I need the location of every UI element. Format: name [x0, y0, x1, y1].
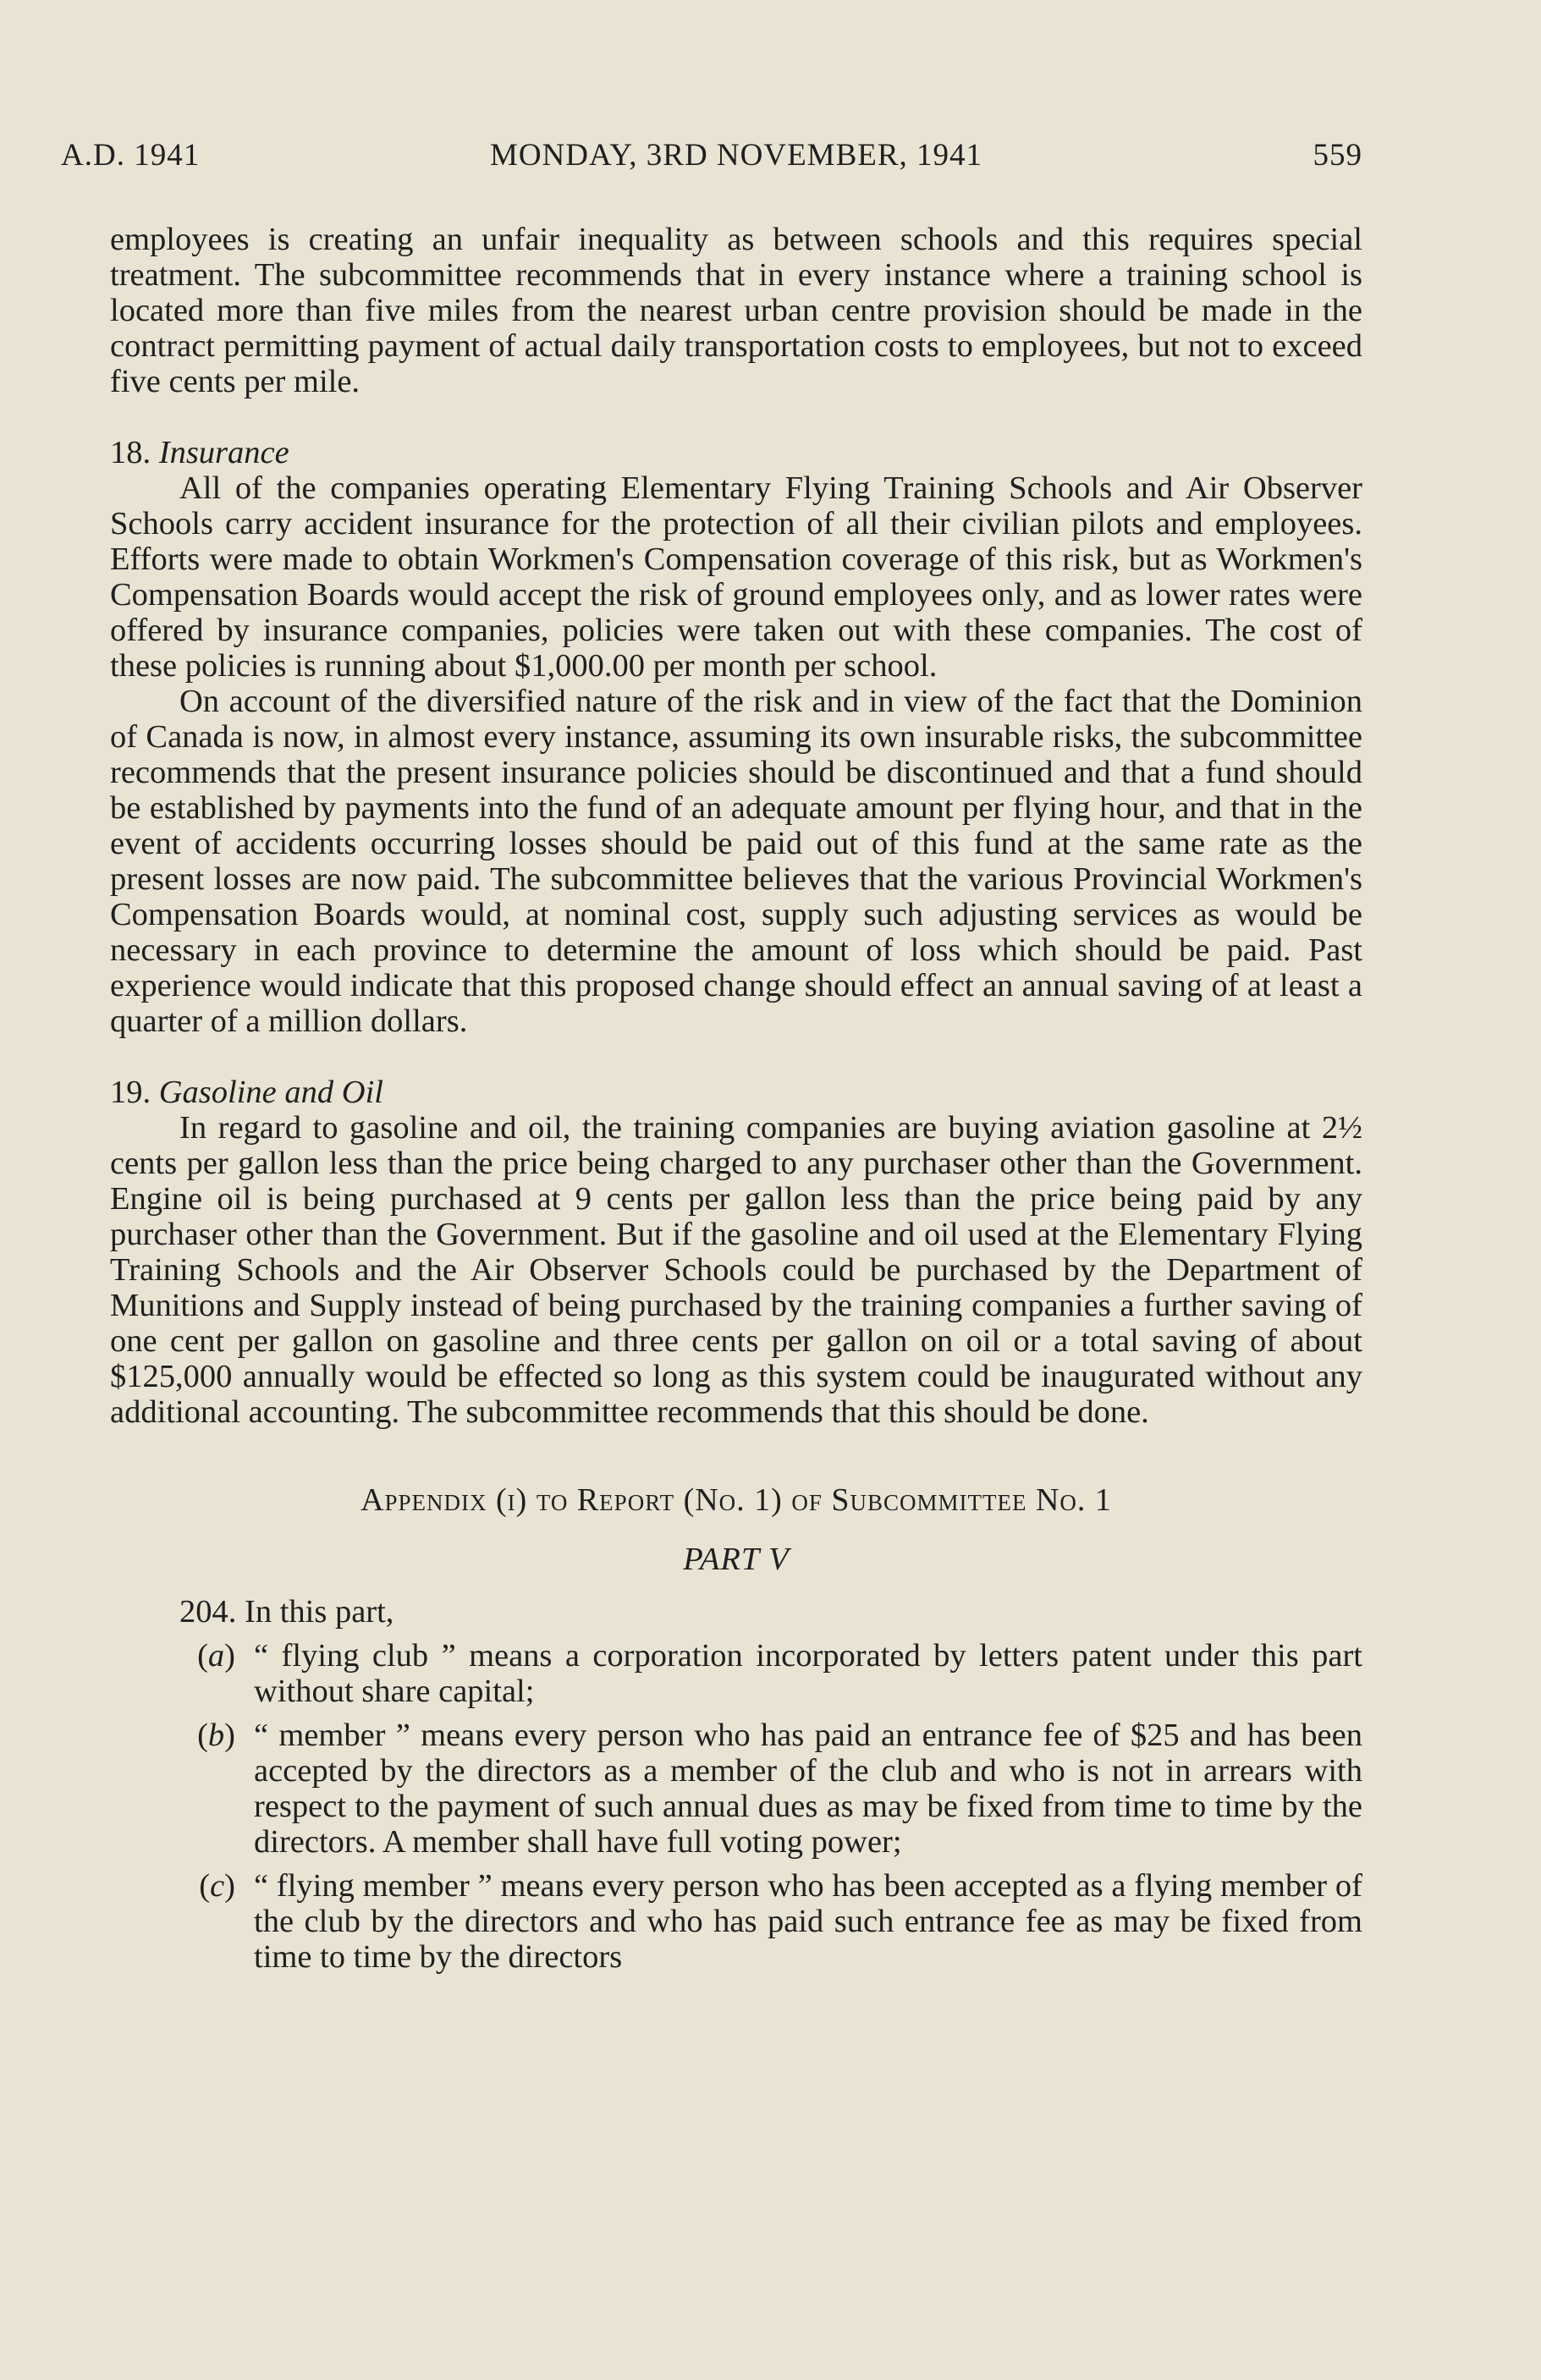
header-year: A.D. 1941	[61, 138, 201, 173]
section-heading-gasoline	[110, 1075, 1362, 1110]
section-title: Insurance	[158, 435, 289, 470]
section-number: 18.	[110, 435, 151, 470]
appendix-heading: Appendix (i) to Report (No. 1) of Subcommittee No. 1	[360, 1482, 1112, 1518]
clause-a	[110, 1638, 1362, 1709]
paragraph-insurance-1: All of the companies operating Elementary Flying Training Schools and Air Observer Schools carry accident insurance for the protection of all their civilian pilots and employees. Efforts were made to obtain Workmen's Compensation coverage of this risk, but as Workmen's Compensation Boards would accept the risk of ground employees only, and as lower rates were offered by insurance companies, policies were taken out with these companies. The cost of these policies is running about $1,000.00 per month per school.	[110, 470, 1362, 684]
clause-b	[110, 1718, 1362, 1860]
clause-c	[110, 1868, 1362, 1975]
paragraph-transportation: employees is creating an unfair inequality as between schools and this requires special treatment. The subcommittee recommends that in every instance where a training school is located more than five miles from the nearest urban centre provision should be made in the contract permitting payment of actual daily transportation costs to employees, but not to exceed five cents per mile.	[110, 222, 1362, 399]
running-header	[61, 127, 1362, 178]
header-date: MONDAY, 3RD NOVEMBER, 1941	[489, 138, 983, 173]
clause-text: “ member ” means every person who has paid an entrance fee of $25 and has been accepted by the directors as a member of the club and who is not in arrears with respect to the payment of such annual dues as may be fixed from time to time by the directors. A member shall have full voting power;	[254, 1718, 1362, 1860]
paragraph-gasoline: In regard to gasoline and oil, the training companies are buying aviation gasoline at 2½ cents per gallon less than the price being charged to any purchaser other than the Government. Engine oil is being purchased at 9 cents per gallon less than the price being paid by any purchaser other than the Government. But if the gasoline and oil used at the Elementary Flying Training Schools and the Air Observer Schools could be purchased by the Department of Munitions and Supply instead of being purchased by the training companies a further saving of one cent per gallon on gasoline and three cents per gallon on oil or a total saving of about $125,000 annually would be effected so long as this system could be inaugurated without any additional accounting. The subcommittee recommends that this should be done.	[110, 1110, 1362, 1430]
section-heading-insurance	[110, 435, 1362, 470]
document-page	[61, 127, 1362, 1975]
clause-text: “ flying club ” means a corporation incorporated by letters patent under this part without share capital;	[254, 1638, 1362, 1709]
clause-label: (b)	[197, 1718, 235, 1753]
section-number: 19.	[110, 1075, 151, 1110]
clause-label: (a)	[197, 1638, 235, 1674]
paragraph-insurance-2: On account of the diversified nature of the risk and in view of the fact that the Dominion of Canada is now, in almost every instance, assuming its own insurable risks, the subcommittee recommends that the present insurance policies should be discontinued and that a fund should be established by payments into the fund of an adequate amount per flying hour, and that in the event of accidents occurring losses should be paid out of this fund at the same rate as the present losses are now paid. The subcommittee believes that the various Provincial Workmen's Compensation Boards would, at nominal cost, supply such adjusting services as would be necessary in each province to determine the amount of loss which should be paid. Past experience would indicate that this proposed change should effect an annual saving of at least a quarter of a million dollars.	[110, 684, 1362, 1039]
clause-text: “ flying member ” means every person who has been accepted as a flying member of the club by the directors and who has paid such entrance fee as may be fixed from time to time by the directors	[254, 1868, 1362, 1975]
clause-intro: 204. In this part,	[179, 1594, 394, 1630]
page-number: 559	[1313, 138, 1362, 173]
body-text	[110, 222, 1362, 1975]
clause-label: (c)	[199, 1868, 235, 1904]
section-title: Gasoline and Oil	[158, 1075, 383, 1110]
part-heading: PART V	[683, 1542, 790, 1577]
